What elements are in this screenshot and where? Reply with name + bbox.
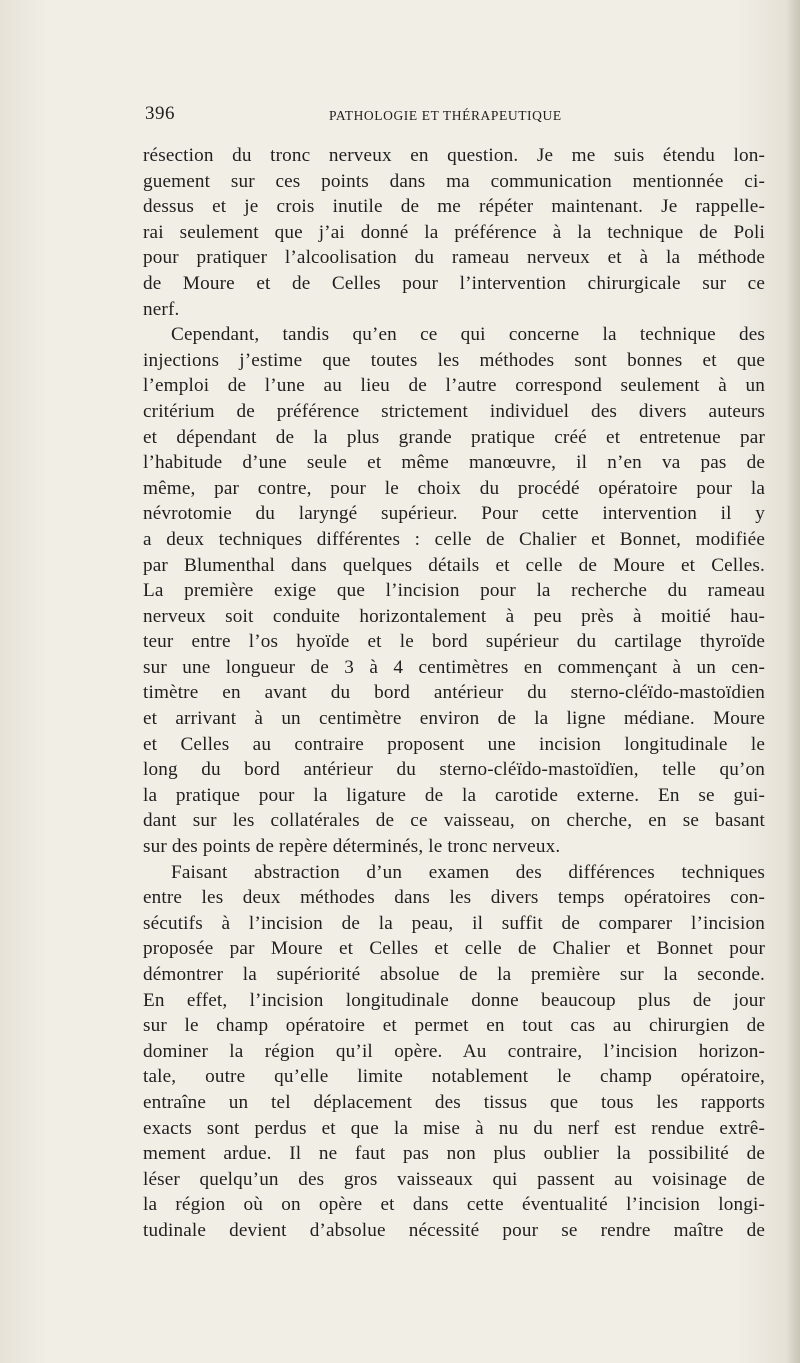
text-line: et arrivant à un centimètre environ de la ligne médiane. Moure [143,708,765,730]
text-line: a deux techniques différentes : celle de Chalier et Bonnet, modifiée [143,528,765,550]
text-line: résection du tronc nerveux en question. Je me suis étendu lon- [143,145,765,166]
text-line: et Celles au contraire proposent une incision longitudinale le [143,733,765,755]
text-line: sur le champ opératoire et permet en tout cas au chirurgien de [143,1015,765,1037]
text-line: guement sur ces points dans ma communication mentionnée ci- [143,170,765,192]
page-number: 396 [145,103,175,124]
text-line: La première exige que l’incision pour la recherche du rameau [143,580,765,602]
text-line: l’emploi de l’une au lieu de l’autre correspond seulement à un [143,375,765,397]
page-header [145,103,765,127]
page-edge-shadow [786,0,800,1363]
text-line: exacts sont perdus et que la mise à nu du nerf est rendue extrê- [143,1117,765,1139]
text-line: teur entre l’os hyoïde et le bord supérieur du cartilage thyroïde [143,631,765,653]
text-line: pour pratiquer l’alcoolisation du rameau nerveux et à la méthode [143,247,765,269]
paragraph-start-line: Cependant, tandis qu’en ce qui concerne la technique des [171,324,765,346]
paragraph-start-line: Faisant abstraction d’un examen des différences techniques [171,861,765,883]
text-line: et dépendant de la plus grande pratique créé et entretenue par [143,426,765,448]
text-line: sécutifs à l’incision de la peau, il suffit de comparer l’incision [143,912,765,934]
text-line: la pratique pour la ligature de la carotide externe. En se gui- [143,784,765,806]
text-line: entre les deux méthodes dans les divers temps opératoires con- [143,887,765,909]
text-line: nerf. [143,298,180,320]
text-line: dant sur les collatérales de ce vaisseau, on cherche, en se basant [143,810,765,832]
text-line: rai seulement que j’ai donné la préférence à la technique de Poli [143,221,765,243]
text-line: de Moure et de Celles pour l’intervention chirurgicale sur ce [143,272,765,294]
text-line: mement ardue. Il ne faut pas non plus oublier la possibilité de [143,1143,765,1165]
text-line: proposée par Moure et Celles et celle de Chalier et Bonnet pour [143,938,765,960]
text-line: l’habitude d’une seule et même manœuvre, il n’en va pas de [143,452,765,474]
text-line: sur des points de repère déterminés, le tronc nerveux. [143,836,561,858]
text-line: nerveux soit conduite horizontalement à peu près à moitié hau- [143,605,765,627]
body-text [143,143,765,1244]
text-line: entraîne un tel déplacement des tissus que tous les rapports [143,1091,765,1113]
text-line: dominer la région qu’il opère. Au contraire, l’incision horizon- [143,1040,765,1062]
text-line: léser quelqu’un des gros vaisseaux qui passent au voisinage de [143,1168,765,1190]
text-line: la région où on opère et dans cette éventualité l’incision longi- [143,1194,765,1216]
text-line: par Blumenthal dans quelques détails et celle de Moure et Celles. [143,554,765,576]
text-line: dessus et je crois inutile de me répéter maintenant. Je rappelle- [143,196,765,218]
text-line: même, par contre, pour le choix du procédé opératoire pour la [143,477,765,499]
text-line: injections j’estime que toutes les méthodes sont bonnes et que [143,349,765,371]
text-line: long du bord antérieur du sterno-cléïdo-mastoïdïen, telle qu’on [143,759,765,781]
text-line: critérium de préférence strictement individuel des divers auteurs [143,400,765,422]
running-head: PATHOLOGIE ET THÉRAPEUTIQUE [329,108,562,123]
text-line: névrotomie du laryngé supérieur. Pour cette intervention il y [143,503,765,525]
text-line: démontrer la supériorité absolue de la première sur la seconde. [143,964,765,985]
text-line: tudinale devient d’absolue nécessité pour se rendre maître de [143,1219,765,1241]
text-line: timètre en avant du bord antérieur du sterno-cléïdo-mastoïdien [143,682,765,704]
text-line: En effet, l’incision longitudinale donne beaucoup plus de jour [143,989,765,1011]
text-line: sur une longueur de 3 à 4 centimètres en commençant à un cen- [143,656,765,678]
text-line: tale, outre qu’elle limite notablement le champ opératoire, [143,1066,765,1088]
